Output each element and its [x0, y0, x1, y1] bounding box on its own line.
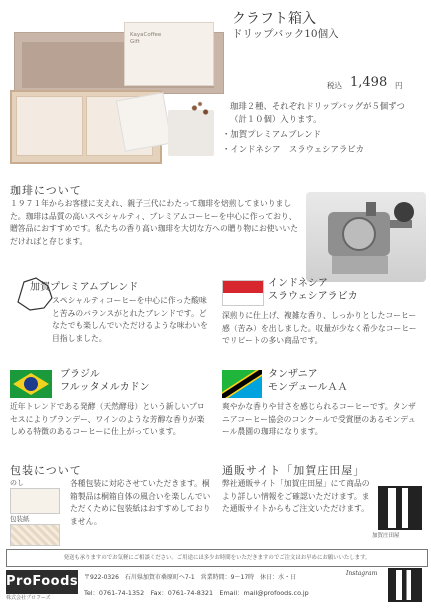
- roaster-icon: [306, 192, 426, 282]
- shop-title: 通販サイト「加賀庄田屋」: [222, 464, 366, 477]
- qr-caption: 加賀庄田屋: [372, 533, 400, 539]
- price-unit: 円: [395, 81, 403, 90]
- company-contact: Tel：0761-74-1352 Fax：0761-74-8321 Email：mail@profoods.co.jp: [84, 589, 309, 597]
- coffee-beans: [186, 100, 214, 120]
- coffee-name-line2: スラウェシアラビカ: [268, 291, 358, 302]
- product-bullet: ・加賀プレミアムブレンド: [222, 129, 322, 139]
- indonesia-flag-icon: [222, 280, 264, 306]
- noshi-label: のし: [10, 479, 24, 487]
- price-prefix: 税込: [327, 81, 342, 90]
- coffee-name: 加賀プレミアムブレンド: [30, 282, 139, 293]
- drip-bag: [116, 92, 172, 152]
- wrap-label: 包装紙: [10, 515, 30, 523]
- noshi-image: [10, 488, 60, 514]
- coffee-name-line2: フルッタメルカドン: [60, 382, 150, 393]
- logo-subtitle: 株式会社プロフーズ: [6, 595, 51, 601]
- kaga-outline-icon: [10, 272, 58, 316]
- coffee-name-line1: タンザニア: [268, 369, 318, 380]
- packaging-body: 各種包装に対応させていただきます。桐箱製品は桐箱自体の風合いを楽しんでいただくために包装紙はおすすめしておりません。: [70, 479, 211, 526]
- product-subtitle: ドリップバック10個入: [232, 28, 339, 40]
- packaging-title: 包装について: [10, 464, 82, 477]
- about-title: 珈琲について: [10, 184, 82, 197]
- instagram-qr-code[interactable]: [388, 568, 422, 602]
- coffee-name-line1: ブラジル: [60, 369, 100, 380]
- coffee-description: 近年トレンドである発酵（天然酵母）という新しいプロセスによりブランデー、ワインのような芳醇な香りが楽しめる特徴のあるコーヒーに仕上がっています。: [10, 402, 205, 437]
- gift-card-text: [130, 32, 161, 46]
- coffee-name-line2: モンデュールＡＡ: [268, 382, 348, 393]
- product-title: クラフト箱入: [232, 11, 316, 27]
- drip-bag-slot: [16, 96, 83, 156]
- coffee-name-line1: インドネシア: [268, 278, 328, 289]
- coffee-description: スペシャルティコーヒーを中心に作った酸味と苦みのバランスがとれたブレンドです。どなたでも楽しんでいただけるような味わいを目指しました。: [52, 296, 208, 343]
- coffee-description: 深煎りに仕上げ、複雑な香り、しっかりとしたコーヒー感（苦み）を出しました。収量が少なく希少なコーヒーでリピートの多い商品です。: [222, 311, 417, 346]
- price: 1,498: [350, 75, 388, 90]
- footer-notice: 発送も承りますのでお気軽にご相談ください。ご用途にほ多少お時間をいただきますのでご注文はお早めにお願いいたします。: [6, 549, 428, 567]
- profoods-logo: ProFoods: [6, 570, 78, 594]
- about-body: １９７１年からお客様に支えれ、親子三代にわたって珈琲を焙煎してまいりました。珈琲は品質の高いスペシャルティ、プレミアムコーヒーを中心に作っており、贈答品におすすめです。私たちの香り高い珈琲を大切な方への贈り物にお使いいただければと存じます。: [10, 199, 298, 246]
- coffee-description: 爽やかな香りや甘さを感じられるコーヒーです。タンザニアコーヒー協会のコンクールで受賞歴のあるモンデュール農園の珈琲になります。: [222, 402, 416, 437]
- product-description: 珈琲２種、それぞれドリップバッグが５個ずつ（計１０個）入ります。: [230, 101, 405, 124]
- gift-card-line1: KayaCoffee: [130, 32, 162, 38]
- instagram-label: Instagram: [346, 570, 378, 577]
- product-bullet: ・インドネシア スラウェシアラビカ: [222, 144, 364, 154]
- shop-body: 弊社通販サイト「加賀庄田屋」にて商品のより詳しい情報をご確認いただけます。また通販サイトからもご注文いただけます。: [222, 479, 370, 514]
- shop-qr-code[interactable]: [378, 486, 422, 530]
- gift-card-line2: Gift: [130, 39, 140, 45]
- wrap-paper-image: [10, 524, 60, 546]
- company-address: 〒922-0326 石川県加賀市桑原町ヘ7-1 営業時間：9～17時 休日：水・日: [84, 574, 297, 581]
- roaster-photo: [306, 192, 426, 282]
- brazil-flag-icon: [10, 370, 52, 398]
- tanzania-flag-icon: [222, 370, 262, 398]
